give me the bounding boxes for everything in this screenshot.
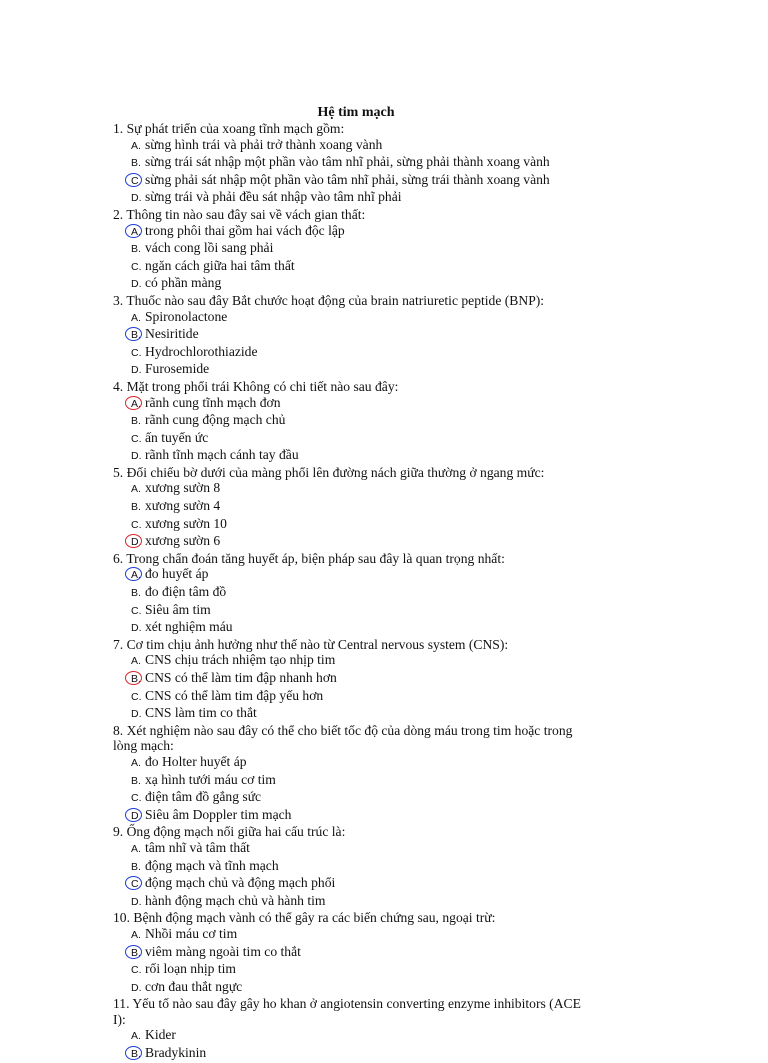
option-text: xương sườn 10 bbox=[145, 515, 227, 531]
question-text: 6. Trong chẩn đoán tăng huyết áp, biện pháp sau đây là quan trọng nhất: bbox=[113, 550, 505, 566]
option-text: đo Holter huyết áp bbox=[145, 753, 247, 769]
answer-option bbox=[113, 961, 583, 979]
question-text: 11. Yếu tố nào sau đây gây ho khan ở angiotensin converting enzyme inhibitors (ACE I): bbox=[113, 996, 581, 1027]
question-text: 9. Ống động mạch nối giữa hai cấu trúc là: bbox=[113, 824, 346, 840]
answer-option bbox=[113, 652, 583, 670]
question-list bbox=[113, 121, 583, 1063]
option-letter: C. bbox=[131, 432, 142, 445]
option-text: viêm màng ngoài tim co thắt bbox=[145, 943, 301, 959]
option-letter: A. bbox=[131, 1030, 141, 1043]
option-letter: B. bbox=[131, 415, 141, 428]
option-text: ngăn cách giữa hai tâm thất bbox=[145, 257, 295, 273]
option-text: xạ hình tưới máu cơ tim bbox=[145, 771, 276, 787]
option-letter: C. bbox=[131, 792, 142, 805]
option-text: Siêu âm tim bbox=[145, 601, 211, 617]
option-letter: B. bbox=[131, 501, 141, 514]
option-text: hành động mạch chủ và hành tim bbox=[145, 892, 326, 908]
option-letter: C. bbox=[131, 518, 142, 531]
option-text: CNS có thể làm tim đập nhanh hơn bbox=[145, 670, 337, 685]
option-letter: A. bbox=[131, 397, 141, 410]
option-letter: B. bbox=[131, 673, 141, 685]
answer-option bbox=[113, 670, 583, 688]
answer-option bbox=[113, 430, 583, 448]
option-text: CNS chịu trách nhiệm tạo nhịp tim bbox=[145, 652, 336, 668]
option-letter: C. bbox=[131, 604, 142, 617]
option-text: ấn tuyến ức bbox=[145, 429, 209, 445]
option-letter: C. bbox=[131, 260, 142, 273]
option-letter: A. bbox=[131, 225, 141, 238]
answer-option bbox=[113, 789, 583, 807]
answer-option bbox=[113, 602, 583, 620]
option-letter: D. bbox=[131, 278, 142, 291]
option-text: Spironolactone bbox=[145, 308, 228, 324]
option-text: động mạch và tĩnh mạch bbox=[145, 857, 279, 873]
option-letter: A. bbox=[131, 842, 141, 855]
option-text: xương sườn 6 bbox=[145, 533, 221, 549]
answer-option bbox=[113, 533, 583, 551]
option-letter: D. bbox=[131, 895, 142, 908]
option-text: Furosemide bbox=[145, 361, 210, 377]
answer-option bbox=[113, 772, 583, 790]
option-letter: B. bbox=[131, 587, 141, 600]
option-letter: A. bbox=[131, 928, 141, 941]
option-letter: A. bbox=[131, 139, 141, 152]
question-text: 8. Xét nghiệm nào sau đây có thể cho biết tốc độ của dòng máu trong tim hoặc trong lòng mạch: bbox=[113, 722, 573, 754]
option-letter: C. bbox=[131, 964, 142, 977]
option-letter: B. bbox=[131, 946, 141, 959]
option-letter: D. bbox=[131, 450, 142, 463]
answer-option bbox=[113, 309, 583, 327]
answer-option bbox=[113, 480, 583, 498]
option-letter: B. bbox=[131, 860, 141, 873]
document-title: Hệ tim mạch bbox=[317, 105, 395, 120]
option-text: động mạch chủ và động mạch phổi bbox=[145, 875, 336, 891]
option-letter: A. bbox=[131, 569, 141, 582]
answer-option bbox=[113, 258, 583, 276]
option-text: CNS có thể làm tim đập yếu hơn bbox=[145, 687, 324, 703]
answer-option bbox=[113, 344, 583, 362]
answer-option bbox=[113, 275, 583, 293]
option-letter: D. bbox=[131, 708, 142, 721]
answer-option bbox=[113, 516, 583, 534]
answer-option bbox=[113, 1027, 583, 1045]
question-text: 7. Cơ tim chịu ảnh hưởng như thế nào từ Central nervous system (CNS): bbox=[113, 636, 509, 652]
answer-option bbox=[113, 447, 583, 465]
option-letter: B. bbox=[131, 774, 141, 787]
answer-option bbox=[113, 858, 583, 876]
question-text: 5. Đối chiếu bờ dưới của màng phổi lên đường nách giữa thường ở ngang mức: bbox=[113, 464, 545, 480]
option-text: Kider bbox=[145, 1027, 176, 1043]
option-letter: B. bbox=[131, 243, 141, 256]
answer-option bbox=[113, 395, 583, 413]
answer-option bbox=[113, 189, 583, 207]
answer-option bbox=[113, 566, 583, 584]
option-text: có phần màng bbox=[145, 275, 222, 291]
answer-option bbox=[113, 875, 583, 893]
option-text: tâm nhĩ và tâm thất bbox=[145, 839, 250, 855]
option-text: điện tâm đồ gắng sức bbox=[145, 789, 262, 805]
option-text: xương sườn 4 bbox=[145, 498, 221, 514]
option-letter: A. bbox=[131, 483, 141, 496]
option-letter: C. bbox=[131, 174, 142, 187]
option-text: rãnh cung tĩnh mạch đơn bbox=[145, 394, 281, 410]
option-letter: C. bbox=[131, 878, 142, 891]
option-text: đo huyết áp bbox=[145, 566, 209, 582]
option-letter: B. bbox=[131, 329, 141, 342]
answer-option bbox=[113, 893, 583, 911]
answer-option bbox=[113, 326, 583, 344]
option-text: sừng trái sát nhập một phần vào tâm nhĩ phải, sừng phải thành xoang vành bbox=[145, 154, 550, 170]
option-letter: B. bbox=[131, 1048, 141, 1061]
option-letter: D. bbox=[131, 536, 142, 549]
option-text: trong phôi thai gồm hai vách độc lập bbox=[145, 222, 345, 238]
question-text: 1. Sự phát triển của xoang tĩnh mạch gồm: bbox=[113, 121, 345, 136]
answer-option bbox=[113, 754, 583, 772]
option-text: Bradykinin bbox=[145, 1045, 207, 1061]
option-text: Hydrochlorothiazide bbox=[145, 343, 258, 359]
answer-option bbox=[113, 498, 583, 516]
option-letter: D. bbox=[131, 809, 142, 822]
answer-option bbox=[113, 979, 583, 997]
answer-option bbox=[113, 240, 583, 258]
answer-option bbox=[113, 926, 583, 944]
option-text: sừng phải sát nhập một phần vào tâm nhĩ phải, sừng trái thành xoang vành bbox=[145, 171, 550, 187]
answer-option bbox=[113, 705, 583, 723]
answer-option bbox=[113, 223, 583, 241]
option-letter: D. bbox=[131, 622, 142, 635]
option-letter: D. bbox=[131, 981, 142, 994]
answer-option bbox=[113, 619, 583, 637]
answer-option bbox=[113, 807, 583, 825]
option-letter: D. bbox=[131, 364, 142, 377]
option-text: đo điện tâm đồ bbox=[145, 584, 227, 600]
option-text: Nhồi máu cơ tim bbox=[145, 925, 238, 941]
option-text: rãnh cung động mạch chủ bbox=[145, 412, 286, 428]
option-text: rối loạn nhịp tim bbox=[145, 961, 236, 977]
option-letter: A. bbox=[131, 756, 141, 769]
answer-option bbox=[113, 944, 583, 962]
question-text: 3. Thuốc nào sau đây Bắt chước hoạt động của brain natriuretic peptide (BNP): bbox=[113, 292, 545, 308]
option-letter: C. bbox=[131, 690, 142, 703]
question-text: 10. Bệnh động mạch vành có thể gây ra các biến chứng sau, ngoại trừ: bbox=[113, 910, 496, 926]
option-letter: C. bbox=[131, 346, 142, 359]
option-text: Nesiritide bbox=[145, 326, 199, 342]
option-text: xương sườn 8 bbox=[145, 480, 221, 496]
answer-option bbox=[113, 154, 583, 172]
answer-option bbox=[113, 172, 583, 190]
option-text: rãnh tĩnh mạch cánh tay đầu bbox=[145, 447, 299, 463]
option-text: xét nghiệm máu bbox=[145, 619, 233, 635]
answer-option bbox=[113, 137, 583, 155]
option-text: sừng trái và phải đều sát nhập vào tâm nhĩ phải bbox=[145, 189, 402, 205]
answer-option bbox=[113, 840, 583, 858]
option-letter: D. bbox=[131, 192, 142, 205]
answer-option bbox=[113, 1045, 583, 1063]
option-text: vách cong lồi sang phải bbox=[145, 240, 274, 256]
answer-option bbox=[113, 361, 583, 379]
option-text: sừng hình trái và phải trở thành xoang vành bbox=[145, 136, 383, 152]
option-text: cơn đau thắt ngực bbox=[145, 978, 243, 994]
option-letter: A. bbox=[131, 311, 141, 324]
question-text: 2. Thông tin nào sau đây sai về vách gian thất: bbox=[113, 206, 366, 222]
option-text: CNS làm tim co thắt bbox=[145, 705, 257, 721]
answer-option bbox=[113, 584, 583, 602]
option-text: Siêu âm Doppler tim mạch bbox=[145, 806, 292, 822]
question-text: 4. Mặt trong phổi trái Không có chi tiết nào sau đây: bbox=[113, 378, 399, 394]
option-letter: B. bbox=[131, 157, 141, 170]
answer-option bbox=[113, 412, 583, 430]
answer-option bbox=[113, 688, 583, 706]
option-letter: A. bbox=[131, 655, 141, 668]
